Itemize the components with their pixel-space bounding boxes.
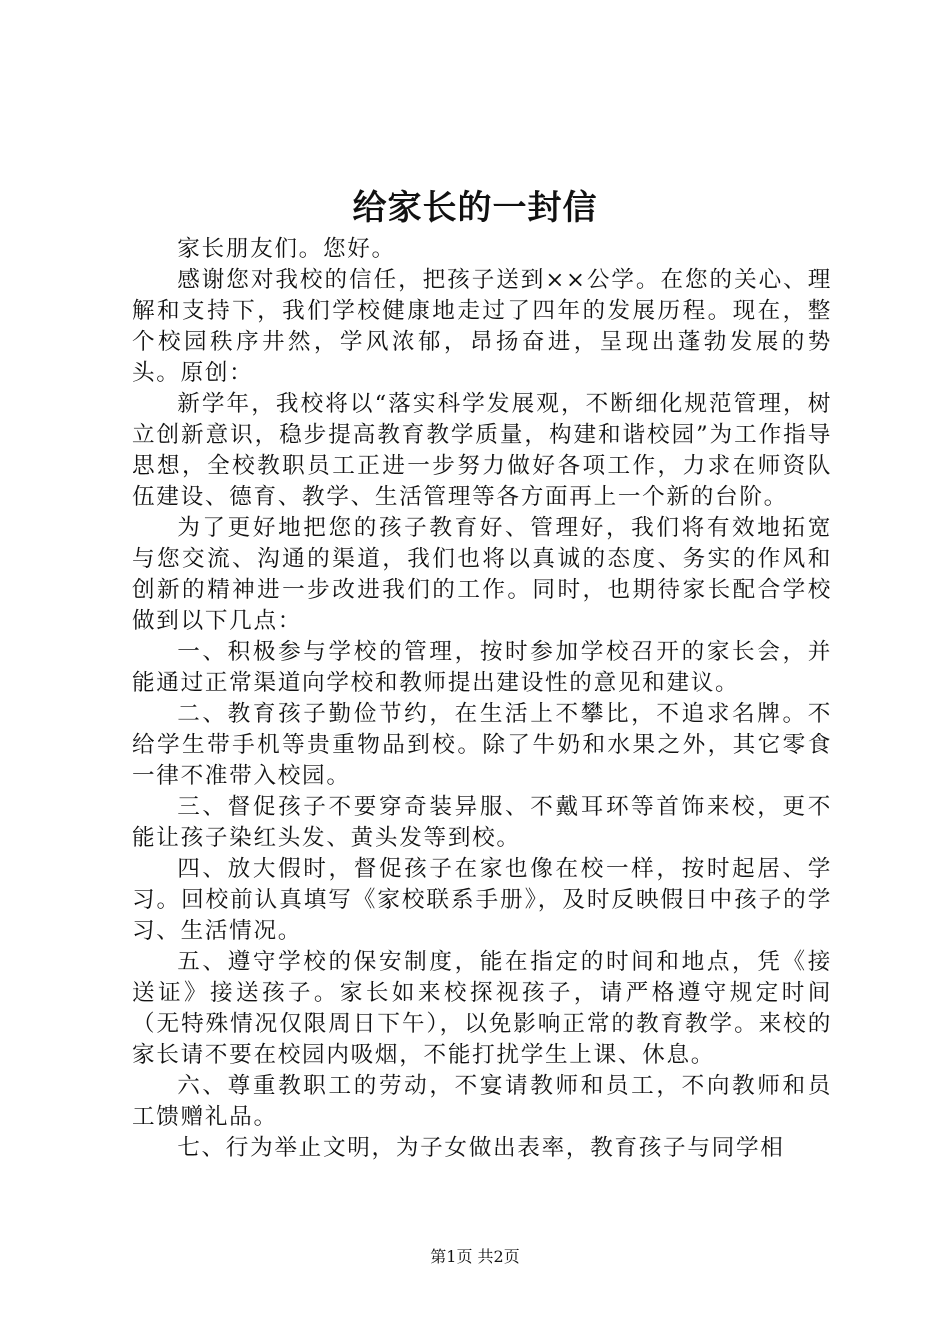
- page-title: 给家长的一封信: [352, 188, 598, 228]
- list-item: 六、尊重教职工的劳动，不宴请教师和员工，不向教师和员工馈赠礼品。: [132, 1073, 832, 1130]
- paragraph-greeting: 家长朋友们。您好。: [177, 236, 396, 262]
- letter-body: [132, 234, 832, 1164]
- page-footer: [0, 1246, 950, 1268]
- list-item: 五、遵守学校的保安制度，能在指定的时间和地点，凭《接送证》接送孩子。家长如来校探视孩子，请严格遵守规定时间（无特殊情况仅限周日下午），以免影响正常的教育教学。来校的家长请不要在校园内吸烟，不能打扰学生上课、休息。: [132, 949, 832, 1068]
- list-item: 一、积极参与学校的管理，按时参加学校召开的家长会，并能通过正常渠道向学校和教师提出建设性的意见和建议。: [132, 639, 832, 696]
- paragraph: 感谢您对我校的信任，把孩子送到××公学。在您的关心、理解和支持下，我们学校健康地走过了四年的发展历程。现在，整个校园秩序井然，学风浓郁，昂扬奋进，呈现出蓬勃发展的势头。原创：: [132, 267, 832, 386]
- paragraph: 新学年，我校将以“落实科学发展观，不断细化规范管理，树立创新意识，稳步提高教育教学质量，构建和谐校园”为工作指导思想，全校教职员工正进一步努力做好各项工作，力求在师资队伍建设、德育、教学、生活管理等各方面再上一个新的台阶。: [132, 391, 832, 510]
- page-total: 共2页: [477, 1247, 520, 1266]
- page-number: 第1页: [430, 1247, 473, 1266]
- paragraph: 为了更好地把您的孩子教育好、管理好，我们将有效地拓宽与您交流、沟通的渠道，我们也将以真诚的态度、务实的作风和创新的精神进一步改进我们的工作。同时，也期待家长配合学校做到以下几点：: [132, 515, 832, 634]
- list-item: 二、教育孩子勤俭节约，在生活上不攀比，不追求名牌。不给学生带手机等贵重物品到校。除了牛奶和水果之外，其它零食一律不准带入校园。: [132, 701, 832, 789]
- list-item: 四、放大假时，督促孩子在家也像在校一样，按时起居、学习。回校前认真填写《家校联系手册》，及时反映假日中孩子的学习、生活情况。: [132, 856, 832, 944]
- list-item: 三、督促孩子不要穿奇装异服、不戴耳环等首饰来校，更不能让孩子染红头发、黄头发等到校。: [132, 794, 832, 851]
- list-item: 七、行为举止文明，为子女做出表率，教育孩子与同学相: [177, 1135, 785, 1161]
